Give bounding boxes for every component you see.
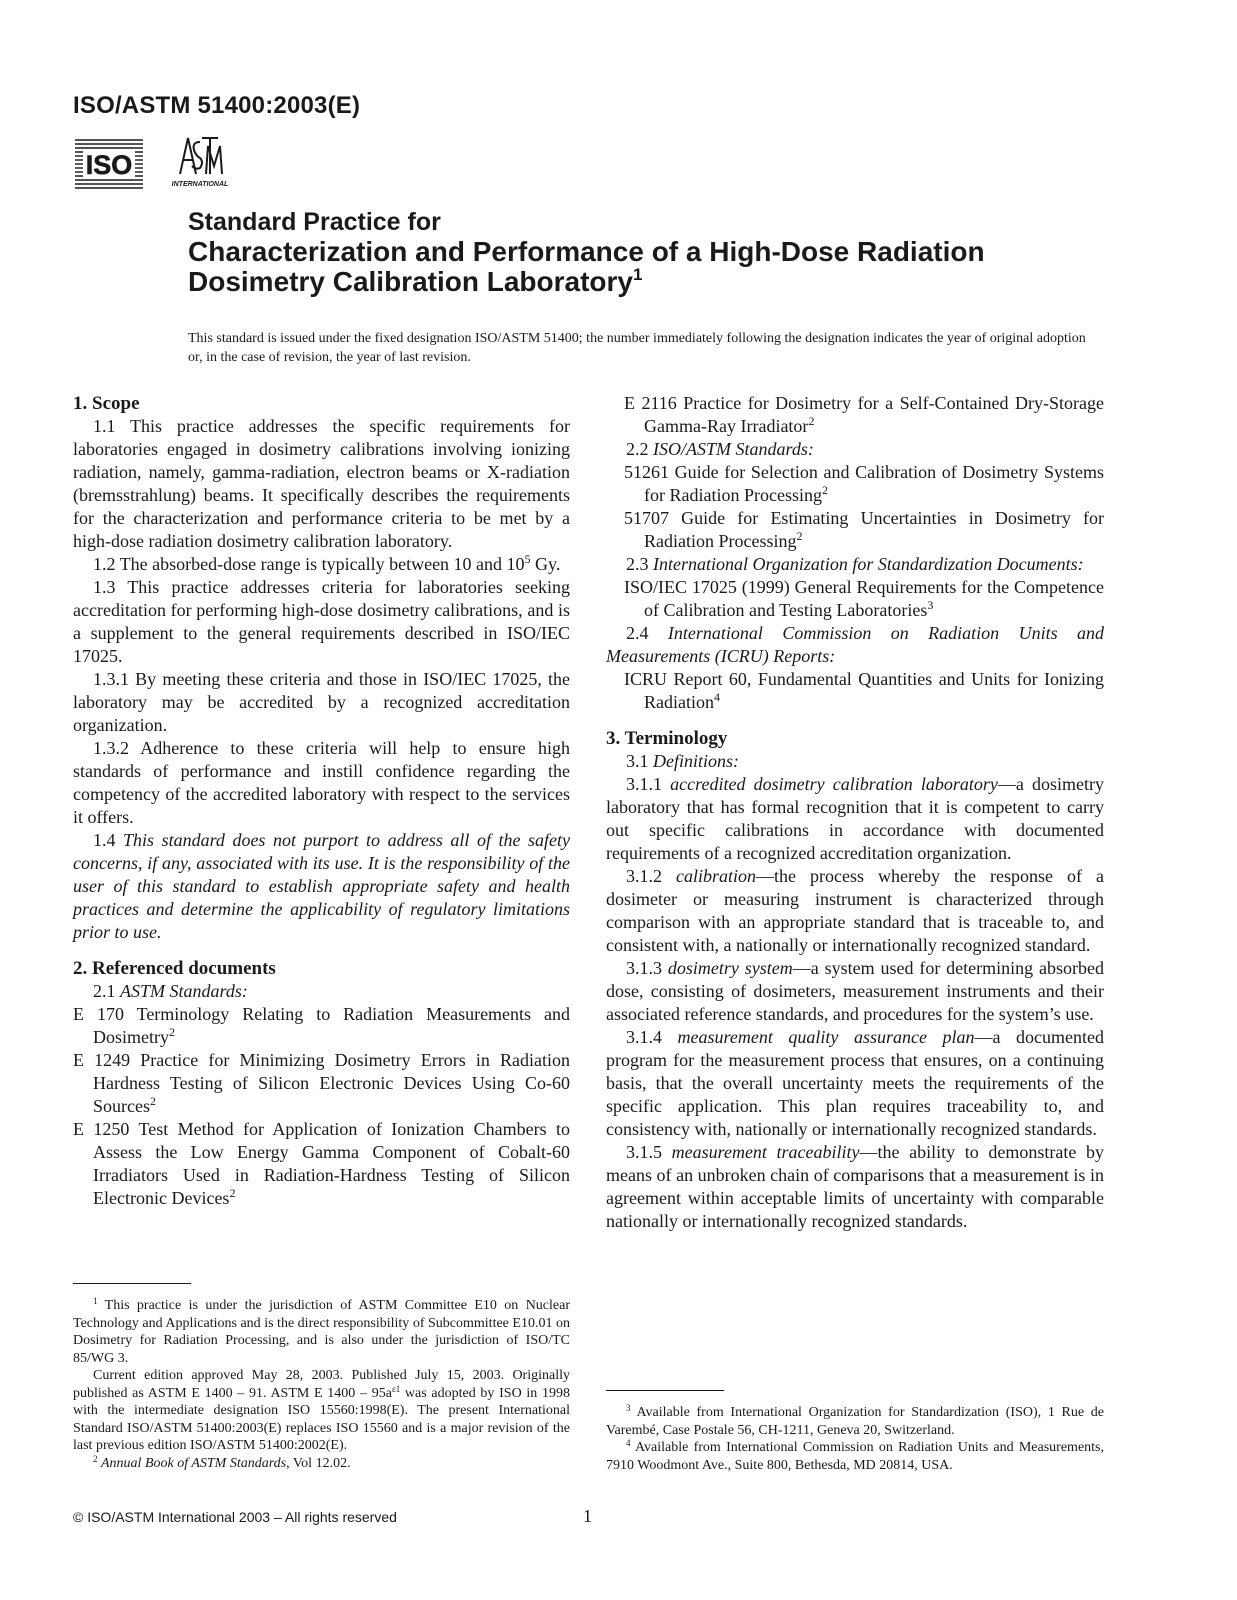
paragraph-2-4: 2.4 International Commission on Radiation Units and Measurements (ICRU) Reports: (606, 623, 1105, 666)
reference-51707: 51707 Guide for Estimating Uncertainties in Dosimetry for Radiation Processing$^2$ (624, 508, 1104, 551)
issue-note: This standard is issued under the fixed designation ISO/ASTM 51400; the number immediately following the designation indicates the year of original adoption or, in the case of revision, the year of last revision. (188, 331, 1086, 365)
definition-3-1-4: 3.1.4 measurement quality assurance plan—a documented program for the measurement process that ensures, on a continuing basis, that the overall uncertainty meets the requirements of the specific application. This plan requires traceability to, and consistency with, nationally or internationally recognized standards. (606, 1027, 1104, 1139)
right-column (606, 392, 1104, 1233)
definition-3-1-5: 3.1.5 measurement traceability—the ability to demonstrate by means of an unbroken chain of comparisons that a measurement is in agreement within acceptable limits of uncertainty with comparable nationally or internationally recognized standards. (606, 1142, 1104, 1231)
title-line-3: Dosimetry Calibration Laboratory$^1$ (188, 265, 643, 297)
page-number: 1 (583, 1506, 592, 1526)
reference-iso-iec-17025: ISO/IEC 17025 (1999) General Requirements for the Competence of Calibration and Testing Laboratories$^3$ (624, 577, 1104, 620)
footnotes-left (73, 1297, 570, 1472)
paragraph-2-2: 2.2 ISO/ASTM Standards: (626, 439, 814, 459)
footnote-rule-right (606, 1390, 724, 1391)
reference-e170: E 170 Terminology Relating to Radiation Measurements and Dosimetry$^2$ (73, 1004, 570, 1047)
footer-copyright: © ISO/ASTM International 2003 – All rights reserved (73, 1509, 397, 1525)
section-heading-scope: 1. Scope (73, 393, 140, 414)
footnote-3: $^3$ Available from International Organization for Standardization (ISO), 1 Rue de Varembé, Case Postale 56, CH-1211, Geneva 20, Switzerland. (606, 1403, 1104, 1438)
paragraph-1-3: 1.3 This practice addresses criteria for laboratories seeking accreditation for performing high-dose dosimetry calibrations, and is a supplement to the general requirements described in ISO/IEC 17025. (73, 577, 570, 666)
paragraph-1-3-2: 1.3.2 Adherence to these criteria will help to ensure high standards of performance and instill confidence regarding the competency of the accredited laboratory with respect to the services it offers. (73, 738, 570, 827)
paragraph-1-2: 1.2 The absorbed-dose range is typically between 10 and $10^5$ Gy. (93, 552, 561, 574)
definition-3-1-1: 3.1.1 accredited dosimetry calibration laboratory—a dosimetry laboratory that has formal recognition that it is competent to carry out specific calibrations in accordance with documented requirements of a recognized accreditation organization. (606, 774, 1104, 863)
section-heading-referenced-documents: 2. Referenced documents (73, 958, 276, 979)
definition-3-1-2: 3.1.2 calibration—the process whereby the response of a dosimeter or measuring instrument is characterized through comparison with an appropriate standard that is traceable to, and consistent with, a nationally or internationally recognized standard. (606, 866, 1104, 955)
svg-text:ISO: ISO (85, 150, 133, 180)
footnote-edition: Current edition approved May 28, 2003. Published July 15, 2003. Originally published as ASTM E 1400 – 91. ASTM E $1400 - 95a^{\varepsilon 1}$ was adopted by ISO in 1998 with the intermediate designation ISO 15560:1998(E). The present International Standard ISO/ASTM 51400:2003(E) replaces ISO 15560 and is a major revision of the last previous edition ISO/ASTM 51400:2002(E). (73, 1368, 570, 1453)
title-line-2: Characterization and Performance of a High-Dose Radiation (188, 236, 985, 267)
left-column (73, 392, 570, 1210)
footnote-1: $^1$ This practice is under the jurisdiction of ASTM Committee E10 on Nuclear Technology and Applications and is the direct responsibility of Subcommittee E10.01 on Dosimetry for Radiation Processing, and is also under the jurisdiction of ISO/TC 85/WG 3. (73, 1296, 570, 1366)
footnote-rule-left (73, 1283, 191, 1284)
reference-e1249: E 1249 Practice for Minimizing Dosimetry Errors in Radiation Hardness Testing of Silicon Electronic Devices Using Co-60 Sources$^2$ (73, 1050, 570, 1116)
reference-icru-60: ICRU Report 60, Fundamental Quantities and Units for Ionizing Radiation$^4$ (624, 669, 1104, 712)
paragraph-3-1: 3.1 Definitions: (626, 751, 739, 771)
iso-logo (75, 136, 143, 192)
reference-e2116: E 2116 Practice for Dosimetry for a Self-Contained Dry-Storage Gamma-Ray Irradiator$^2$ (624, 393, 1104, 436)
astm-logo (166, 132, 234, 190)
document-designation: ISO/ASTM 51400:2003(E) (73, 92, 361, 119)
paragraph-1-3-1: 1.3.1 By meeting these criteria and those in ISO/IEC 17025, the laboratory may be accredited by a recognized accreditation organization. (73, 669, 570, 735)
paragraph-1-4: 1.4 This standard does not purport to address all of the safety concerns, if any, associated with its use. It is the responsibility of the user of this standard to establish appropriate safety and health practices and determine the applicability of regulatory limitations prior to use. (73, 830, 570, 942)
paragraph-2-1: 2.1 ASTM Standards: (93, 981, 248, 1001)
reference-51261: 51261 Guide for Selection and Calibration of Dosimetry Systems for Radiation Processing$^2$ (624, 462, 1104, 505)
document-title (188, 207, 1138, 297)
section-heading-terminology: 3. Terminology (606, 728, 728, 749)
paragraph-2-3: 2.3 International Organization for Standardization Documents: (626, 554, 1084, 574)
footnote-4: $^4$ Available from International Commission on Radiation Units and Measurements, 7910 Woodmont Ave., Suite 800, Bethesda, MD 20814, USA. (606, 1438, 1104, 1473)
svg-text:INTERNATIONAL: INTERNATIONAL (171, 181, 229, 188)
footnotes-right (606, 1404, 1104, 1474)
title-footnote-mark: 1 (632, 265, 643, 284)
definition-3-1-3: 3.1.3 dosimetry system—a system used for determining absorbed dose, consisting of dosimeters, measurement instruments and their associated reference standards, and procedures for the system’s use. (606, 958, 1105, 1024)
footnote-2: $^2$ Annual Book of ASTM Standards, Vol 12.02. (93, 1453, 351, 1471)
reference-e1250: E 1250 Test Method for Application of Ionization Chambers to Assess the Low Energy Gamma Component of Cobalt-60 Irradiators Used in Radiation-Hardness Testing of Silicon Electronic Devices$^2$ (73, 1119, 570, 1208)
paragraph-1-1: 1.1 This practice addresses the specific requirements for laboratories engaged in dosimetry calibrations involving ionizing radiation, namely, gamma-radiation, electron beams or X-radiation (bremsstrahlung) beams. It specifically describes the requirements for the characterization and performance criteria to be met by a high-dose radiation dosimetry calibration laboratory. (73, 416, 570, 551)
title-line-1: Standard Practice for (188, 208, 441, 236)
